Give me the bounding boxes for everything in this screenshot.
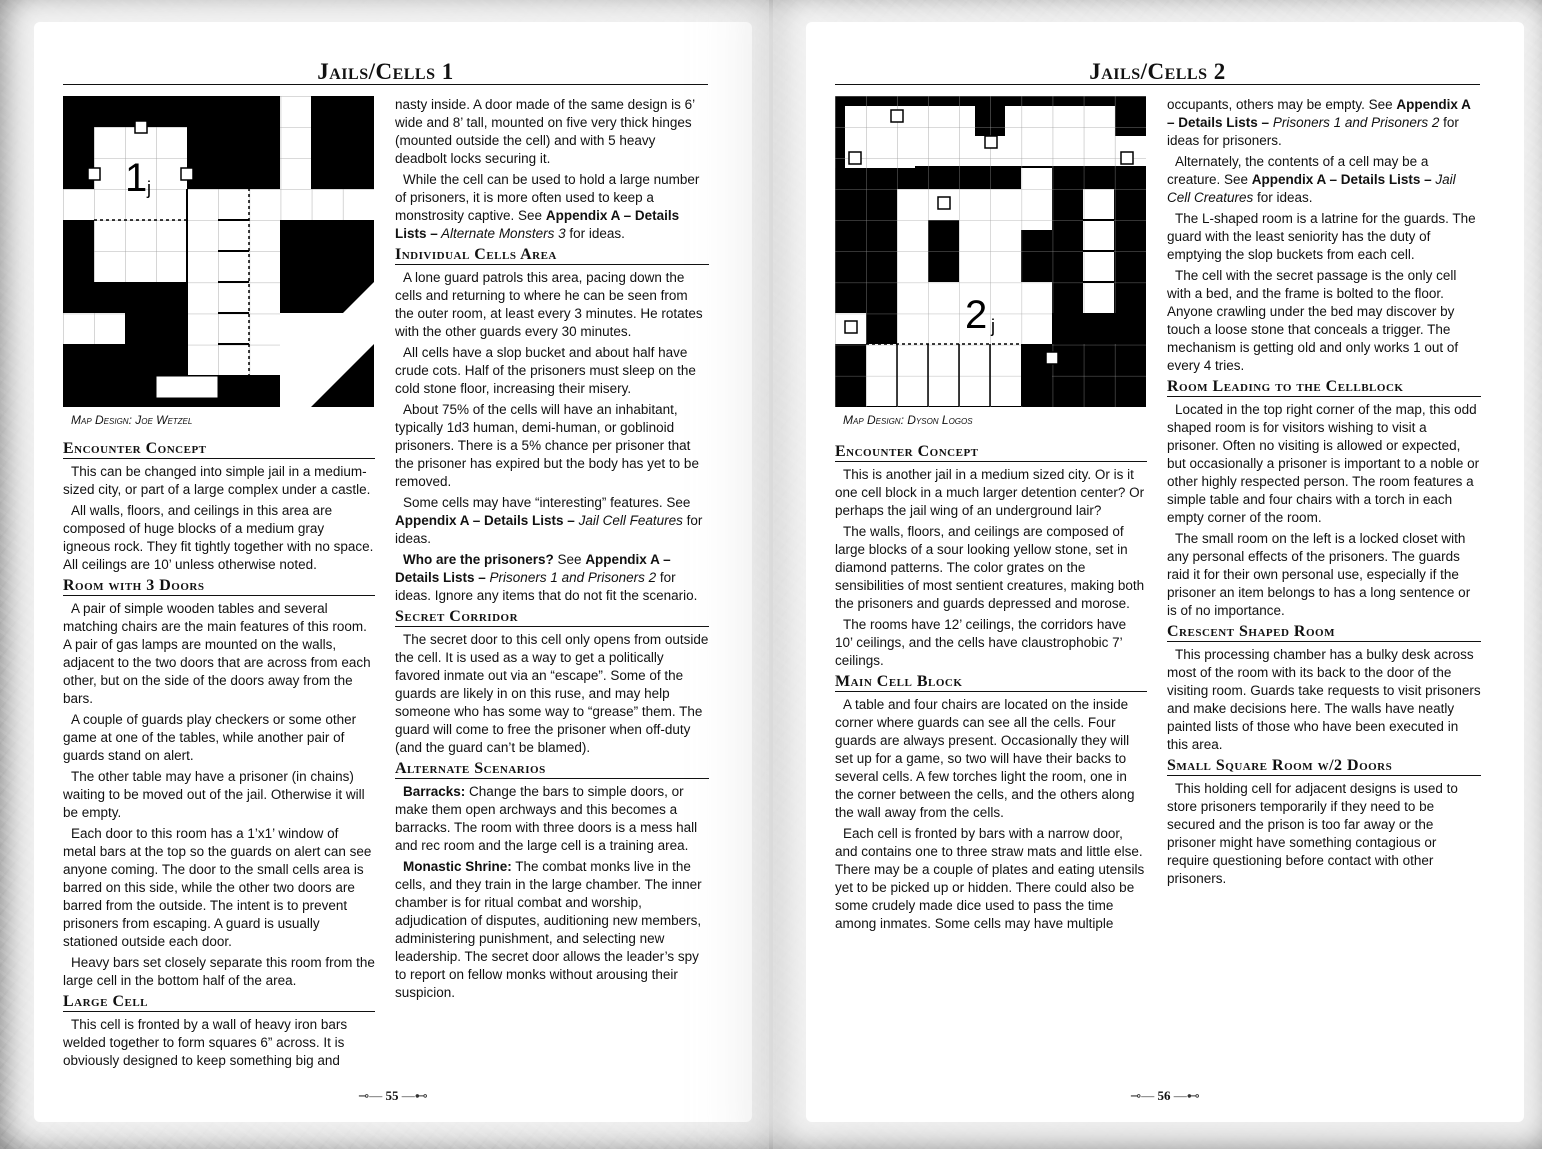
paragraph: Located in the top right corner of the map, this odd shaped room is for visitors wishing to visit a prisoner. Often no visiting is allowed or expected, but occasionally a prisoner is important to a noble or other highly respected person. The room features a simple table and four chairs with a torch in each empty corner of the room. (1167, 402, 1480, 525)
paragraph: Who are the prisoners? See Appendix A – Details Lists – Prisoners 1 and Prisoners 2 for ideas. Ignore any items that do not fit the scenario. (395, 552, 698, 603)
paragraph: occupants, others may be empty. See Appendix A – Details Lists – Prisoners 1 and Prisoners 2 for ideas for prisoners. (1167, 97, 1471, 148)
paragraph: This cell is fronted by a wall of heavy iron bars welded together to form squares 6” across. It is obviously designed to keep something big and (63, 1017, 348, 1068)
paragraph: The walls, floors, and ceilings are composed of large blocks of a sour looking yellow stone, set in diamond patterns. The color grates on the sensibilities of most sentient creatures, making both the prisoners and guards depressed and morose. (835, 524, 1145, 611)
paragraph: Each door to this room has a 1’x1’ window of metal bars at the top so the guards on alert can see anyone coming. The door to the small cells area is barred on this side, while the other two doors are barred from the outside. The intent is to prevent prisoners from escaping. A guard is usually stationed outside each door. (63, 826, 372, 949)
heading-crescent-shaped-room: Crescent Shaped Room (1167, 623, 1481, 642)
paragraph: A pair of simple wooden tables and several matching chairs are the main features of this room. A pair of gas lamps are mounted on the walls, adjacent to the two doors that are across from each other, but on the side of the doors away from the bars. (63, 601, 371, 706)
map-room-sublabel: j (147, 178, 151, 198)
paragraph: This holding cell for adjacent designs is used to store prisoners temporarily if they need to be secured and the prison is too far away or the prisoner might have something contagious or require questioning before contact with other prisoners. (1167, 781, 1458, 886)
page-title: Jails/Cells 2 (835, 60, 1480, 85)
paragraph: Monastic Shrine: The combat monks live in the cells, and they train in the large chamber. The inner chamber is for ritual combat and worship, adjudication of disputes, auditioning new members, administering punishment, and selecting new leadership. The secret door allows the leader’s spy to report on fellow monks without arousing their suspicion. (395, 859, 702, 1000)
paragraph: Alternately, the contents of a cell may be a creature. See Appendix A – Details Lists – Jail Cell Creatures for ideas. (1167, 154, 1456, 205)
book-gutter (769, 0, 773, 1149)
paragraph: A couple of guards play checkers or some other game at one of the tables, while another pair of guards stand on alert. (63, 712, 357, 763)
paragraph: This is another jail in a medium sized city. Or is it one cell block in a much larger detention center? Or perhaps the jail wing of an underground lair? (835, 467, 1145, 518)
heading-room-leading: Room Leading to the Cellblock (1167, 378, 1481, 397)
map-room-label: 2 (965, 293, 988, 337)
dungeon-map-1 (63, 96, 374, 407)
text-column-1 (835, 440, 1147, 936)
page-number: ⊸— 55 —⊷ (358, 1088, 428, 1103)
page-55 (34, 22, 752, 1122)
heading-secret-corridor: Secret Corridor (395, 608, 709, 627)
map-room-label: 1 (125, 156, 148, 200)
text-column-1 (63, 437, 375, 1073)
dungeon-map-2 (835, 96, 1146, 407)
paragraph: The cell with the secret passage is the only cell with a bed, and the frame is bolted to the floor. Anyone crawling under the bed may discover by touch a loose stone that conceals a trigger. The mechanism is getting old and only works 1 out of every 4 tries. (1167, 268, 1459, 373)
heading-main-cell-block: Main Cell Block (835, 673, 1147, 692)
paragraph: A lone guard patrols this area, pacing down the cells and returning to where he can be seen from the outer room, at least every 3 minutes. He rotates with the other guards every 30 minutes. (395, 270, 703, 339)
map-credit: Map Design: Joe Wetzel (71, 413, 193, 427)
ornament-icon: —⊷ (401, 1088, 428, 1103)
paragraph: Each cell is fronted by bars with a narrow door, and contains one to three straw mats and little else. There may be a couple of plates and eating utensils yet to be picked up or hidden. There could also be some crudely made dice used to pass the time among inmates. Some cells may have multiple (835, 826, 1145, 931)
map-room-sublabel: j (991, 316, 995, 336)
paragraph: Some cells may have “interesting” features. See Appendix A – Details Lists – Jail Cell Features for ideas. (395, 495, 703, 546)
heading-individual-cells-area: Individual Cells Area (395, 246, 709, 265)
paragraph: This can be changed into simple jail in a medium-sized city, or part of a large complex under a castle. (63, 464, 371, 497)
text-column-2 (395, 96, 709, 1005)
paragraph: The rooms have 12’ ceilings, the corridors have 10’ ceilings, and the cells have claustrophobic 7’ ceilings. (835, 617, 1127, 668)
paragraph: The small room on the left is a locked closet with any personal effects of the prisoners. The guards raid it for their own personal use, especially if the prisoner an item belongs to has a long sentence or is of no importance. (1167, 531, 1471, 618)
paragraph: nasty inside. A door made of the same design is 6’ wide and 8’ tall, mounted on five very thick hinges (mounted outside the cell) and with 5 heavy deadbolt locks securing it. (395, 97, 695, 166)
paragraph: Barracks: Change the bars to simple doors, or make them open archways and this becomes a barracks. The room with three doors is a mess hall and rec room and the large cell is a training area. (395, 784, 698, 853)
text-column-2 (1167, 96, 1481, 891)
map-credit: Map Design: Dyson Logos (843, 413, 973, 427)
paragraph: The secret door to this cell only opens from outside the cell. It is used as a way to get a politically favored inmate out via an “escape”. Some of the guards are likely in on this ruse, and may help someone who has some way to “grease” them. The guard will come to free the prisoner when off-duty (and the guard can’t be blamed). (395, 632, 709, 755)
heading-encounter-concept: Encounter Concept (835, 443, 1147, 462)
paragraph: All walls, floors, and ceilings in this area are composed of huge blocks of a medium gray igneous rock. They fit tightly together with no space. All ceilings are 10’ unless otherwise noted. (63, 503, 374, 572)
heading-room-with-3-doors: Room with 3 Doors (63, 577, 375, 596)
heading-small-square-room: Small Square Room w/2 Doors (1167, 757, 1481, 776)
ornament-icon: ⊸— (1130, 1088, 1155, 1103)
heading-alternate-scenarios: Alternate Scenarios (395, 760, 709, 779)
page-title: Jails/Cells 1 (63, 60, 708, 85)
paragraph: About 75% of the cells will have an inhabitant, typically 1d3 human, demi-human, or goblinoid prisoners. There is a 5% chance per prisoner that the prisoner has expired but the body has yet to be removed. (395, 402, 699, 489)
paragraph: A table and four chairs are located on the inside corner where guards can see all the cells. Four guards are always present. Occasionally they will set up for a game, so two will have their backs to several cells. A few torches light the room, one in the corner between the cells, and the others along the wall away from the cells. (835, 697, 1135, 820)
page-56 (806, 22, 1524, 1122)
paragraph: The other table may have a prisoner (in chains) waiting to be moved out of the jail. Otherwise it will be empty. (63, 769, 365, 820)
paragraph: This processing chamber has a bulky desk across most of the room with its back to the door of the visiting room. Guards take requests to visit prisoners and make decisions here. The walls have neatly painted lists of those who have been executed in this area. (1167, 647, 1481, 752)
ornament-icon: ⊸— (358, 1088, 383, 1103)
ornament-icon: —⊷ (1173, 1088, 1200, 1103)
page-number: ⊸— 56 —⊷ (1130, 1088, 1200, 1103)
paragraph: All cells have a slop bucket and about half have crude cots. Half of the prisoners must sleep on the cold stone floor, increasing their misery. (395, 345, 696, 396)
heading-large-cell: Large Cell (63, 993, 375, 1012)
paragraph: The L-shaped room is a latrine for the guards. The guard with the least seniority has the duty of emptying the slop buckets from each cell. (1167, 211, 1476, 262)
heading-encounter-concept: Encounter Concept (63, 440, 375, 459)
paragraph: Heavy bars set closely separate this room from the large cell in the bottom half of the area. (63, 955, 375, 988)
paragraph: While the cell can be used to hold a large number of prisoners, it is more often used to keep a monstrosity captive. See Appendix A – Details Lists – Alternate Monsters 3 for ideas. (395, 172, 700, 241)
